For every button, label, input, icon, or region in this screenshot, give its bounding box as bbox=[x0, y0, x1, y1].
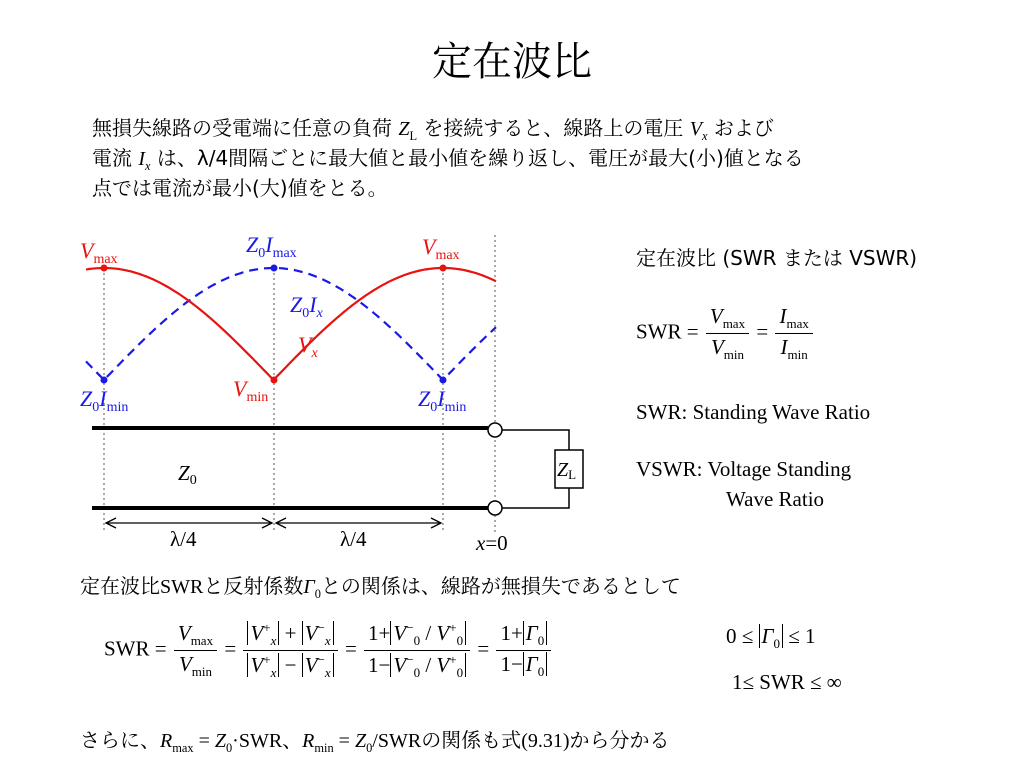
swr-heading: 定在波比 (SWR または VSWR) bbox=[636, 246, 918, 270]
z0-ix-label: $Z_0I_x$ bbox=[290, 292, 323, 321]
load-wire-top bbox=[502, 430, 569, 450]
intro-text: を接続すると、線路上の電圧 bbox=[417, 116, 690, 140]
vmax-label: $V_{max}$ bbox=[422, 234, 460, 263]
voltage-wave-curve bbox=[86, 268, 496, 380]
z0-imin-label: $Z_0I_{min}$ bbox=[80, 386, 129, 415]
quarter-wavelength-label: λ/4 bbox=[170, 527, 197, 551]
swr-gamma-equation: SWR = $\frac{V_{max}}{V_{min}}$ = $\frac{V^+_x + V^-_x}{V^+_x - V^-_x}$ = $\frac{1+ V^-_0 / V^+_0}{1- V^-_0 / V^+_0}$ = $\frac{1+ \Gamma_0}{1- \Gamma_0}$ bbox=[104, 620, 553, 681]
swr-definition-equation: SWR = $\frac{V_{max}}{V_{min}}$ = $\frac{I_{max}}{I_{min}}$ bbox=[636, 304, 815, 363]
terminal bbox=[488, 501, 502, 515]
z0-imax-label: $Z_0I_{max}$ bbox=[246, 232, 297, 261]
relation-lead: 定在波比SWRと反射係数$\Gamma_0$との関係は、線路が無損失であるとして bbox=[80, 574, 681, 601]
vx-label: $V_x$ bbox=[298, 332, 318, 361]
intro-line-3: 点では電流が最小(大)値をとる。 bbox=[92, 176, 388, 200]
intro-text: 電流 bbox=[92, 146, 139, 170]
terminal bbox=[488, 423, 502, 437]
swr-symbol: SWR bbox=[636, 319, 682, 344]
symbol-zl: $Z_L$ bbox=[398, 118, 418, 143]
quarter-wave-guides bbox=[104, 235, 495, 532]
vmax-point bbox=[440, 265, 447, 272]
swr-abbreviation: SWR: Standing Wave Ratio bbox=[636, 400, 871, 424]
page-title: 定在波比 bbox=[432, 39, 592, 85]
fraction: $\frac{V_{max}}{V_{min}}$ bbox=[706, 304, 749, 363]
vmax-label: $V_{max}$ bbox=[80, 238, 118, 267]
symbol-vx: $V_x$ bbox=[689, 118, 708, 143]
intro-text: 無損失線路の受電端に任意の負荷 bbox=[92, 116, 399, 140]
load-label: ZL bbox=[557, 459, 577, 482]
z0-imin-label: $Z_0I_{min}$ bbox=[418, 386, 467, 415]
vmin-point bbox=[271, 377, 278, 384]
swr-range: 1≤ SWR ≤ ∞ bbox=[732, 670, 842, 694]
origin-label: x=0 bbox=[476, 531, 508, 555]
intro-text: および bbox=[707, 116, 774, 140]
footer-note: さらに、$R_{max} = Z_0\cdot SWR$、$R_{min} = Z_0/SWR$の関係も式(9.31)から分かる bbox=[80, 728, 670, 755]
vmin-label: $V_{min}$ bbox=[233, 376, 269, 405]
imax-point bbox=[271, 265, 278, 272]
quarter-wavelength-label: λ/4 bbox=[340, 527, 367, 551]
vswr-abbreviation-line-2: Wave Ratio bbox=[726, 487, 825, 511]
fraction: $\frac{I_{max}}{I_{min}}$ bbox=[775, 304, 812, 363]
load-wire-bottom bbox=[502, 488, 569, 508]
gamma-range: $0 \le \Gamma_0 \le 1$ bbox=[726, 624, 816, 652]
intro-text: は、λ/4間隔ごとに最大値と最小値を繰り返し、電圧が最大(小)値となる bbox=[150, 146, 804, 170]
symbol-ix: $I_x$ bbox=[138, 148, 151, 173]
line-impedance-label: Z0 bbox=[178, 461, 197, 488]
standing-wave-diagram bbox=[0, 220, 620, 570]
imin-point bbox=[440, 377, 447, 384]
imin-point bbox=[101, 377, 108, 384]
vswr-abbreviation-line-1: VSWR: Voltage Standing bbox=[636, 457, 852, 481]
